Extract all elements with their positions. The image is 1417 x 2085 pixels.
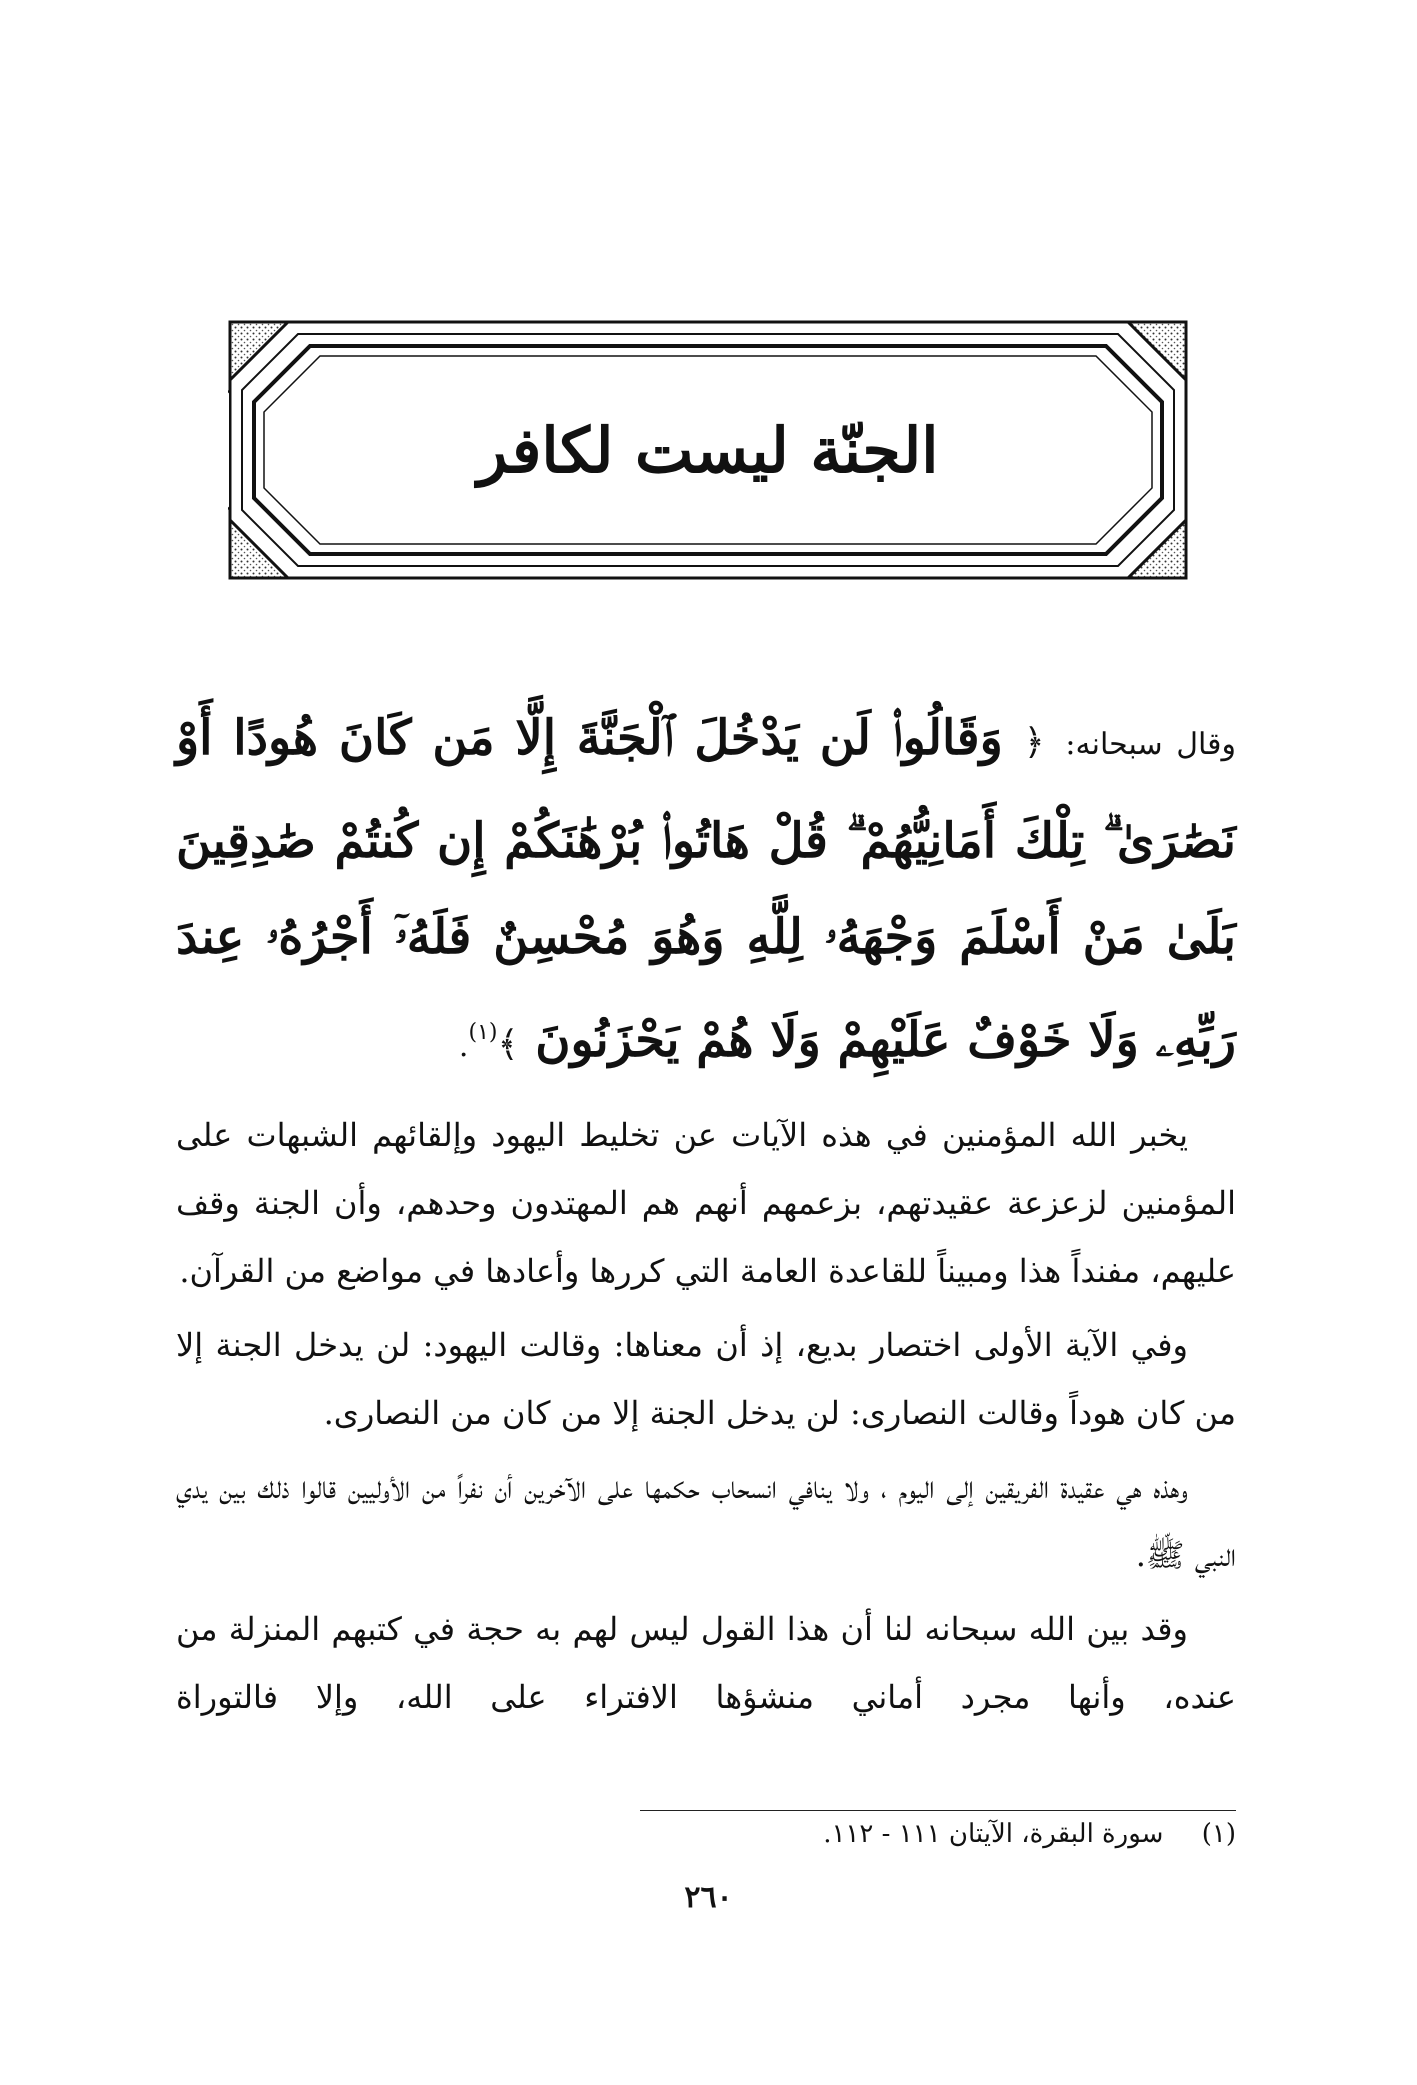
footnote-reference: (١): [468, 1020, 498, 1045]
footnote-divider: [640, 1810, 1236, 1811]
paragraph-2: وفي الآية الأولى اختصار بديع، إذ أن معناها: وقالت اليهود: لن يدخل الجنة إلا من كان هوداً وقالت النصارى: لن يدخل الجنة إلا من كان من النصارى.: [176, 1326, 1236, 1432]
paragraph-4: وقد بين الله سبحانه لنا أن هذا القول ليس لهم به حجة في كتبهم المنزلة من عنده، وأنها مجرد أماني منشؤها الافتراء على الله، وإلا فالتوراة: [176, 1610, 1236, 1716]
footnote: [640, 1814, 1236, 1854]
verse-text: وَقَالُوا۟ لَن يَدْخُلَ ٱلْجَنَّةَ إِلَّا مَن كَانَ هُودًا أَوْ نَصَٰرَىٰ ۗ تِلْكَ أَمَانِيُّهُمْ ۗ قُلْ هَاتُوا۟ بُرْهَٰنَكُمْ إِن كُنتُمْ صَٰدِقِينَ بَلَىٰ مَنْ أَسْلَمَ وَجْهَهُۥ لِلَّهِ وَهُوَ مُحْسِنٌ فَلَهُۥٓ أَجْرُهُۥ عِندَ رَبِّهِۦ وَلَا خَوْفٌ عَلَيْهِمْ وَلَا هُمْ يَحْزَنُونَ: [176, 710, 1236, 1068]
footnote-text: سورة البقرة، الآيتان ١١١ - ١١٢.: [823, 1819, 1164, 1849]
footnote-number: (١): [1201, 1819, 1236, 1849]
verse-end: .: [458, 1029, 469, 1064]
paragraph-1: يخبر الله المؤمنين في هذه الآيات عن تخليط اليهود وإلقائهم الشبهات على المؤمنين لزعزعة عقيدتهم، بزعمهم أنهم هم المهتدون وحدهم، وأن الجنة وقف عليهم، مفنداً هذا ومبيناً للقاعدة العامة التي كررها وأعادها في مواضع من القرآن.: [176, 1116, 1236, 1290]
chapter-title: الجنّة ليست لكافر: [477, 413, 939, 487]
quran-verse: [176, 690, 1236, 1095]
main-text: [176, 690, 1236, 1737]
chapter-title-frame: [228, 320, 1188, 580]
page-number: ٢٦٠: [684, 1880, 733, 1915]
verse-intro: وقال سبحانه:: [1065, 727, 1237, 762]
paragraph-3: وهذه هي عقيدة الفريقين إلى اليوم ، ولا ينافي انسحاب حكمها على الآخرين أن نفراً من الأوليين قالوا ذلك بين يدي النبي ﷺ.: [176, 1468, 1236, 1574]
verse-close-bracket: ﴾: [497, 1024, 519, 1065]
verse-open-bracket: ﴿: [1023, 722, 1045, 763]
